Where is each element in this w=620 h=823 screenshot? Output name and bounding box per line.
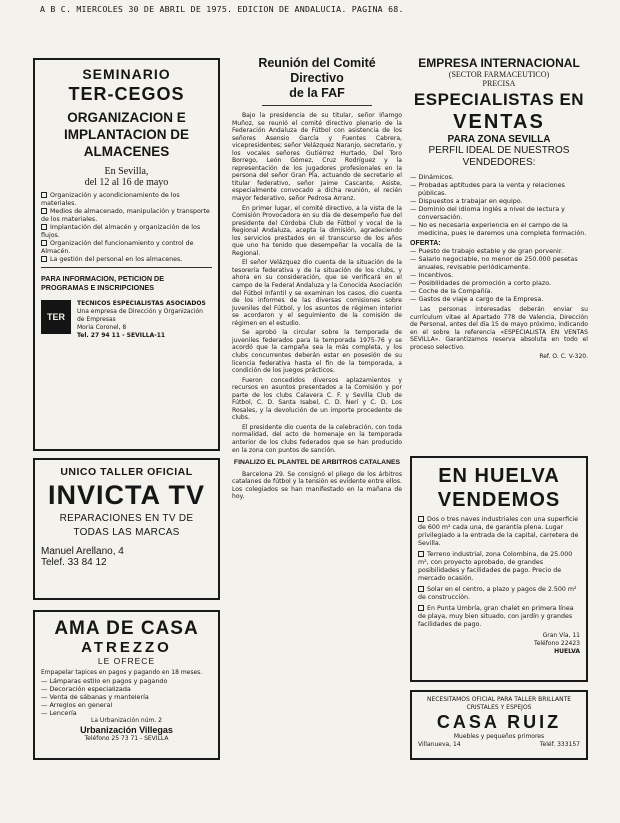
empresa-zone: PARA ZONA SEVILLA [447, 134, 551, 145]
empresa-offers [410, 247, 588, 303]
checkbox-icon [41, 256, 47, 262]
ama-offer: LE OFRECE [97, 656, 156, 666]
article-paragraph: Bajo la presidencia de su titular, señor Iñamgo Muñoz, se reunió el comité directivo plenario de la Federación Andaluza de Fútbol con asistencia de los señores Asensio García y Fuentes Cabrera, vicepresidentes; señor Velázquez Naranjo, secretario, y los vocales señores Gutiérrez Hurtado, Del Toro Borrego, León Gómez, Cruz Rodríguez y la representación de los jugadores profesionales en la persona del señor Gran Pla, actuando de secretario el titular federativo, señor Jaime Cascante. Asiste, especialmente convocado a dicha reunión, el recién mayor federativo, señor Pedrosa Arranz. [232, 112, 402, 203]
checkbox-icon [41, 224, 47, 230]
list-item: — Lámparas estilo en pagos y pagando [41, 677, 168, 685]
seminario-topics [41, 192, 212, 264]
ama-location: La Urbanización núm. 2 [91, 717, 162, 724]
bullet-icon [418, 605, 424, 611]
article-paragraph: Fueron concedidos diversos aplazamientos y recursos en asuntos presentados a la Comisión y por parte de los clubs Calavera C. F. y Sevilla Club de Fútbol, C. D. Santa Isabel, C. D. Nerí y C. D. Los Rosales, y la devolución de un importe procedente de clubs. [232, 376, 402, 422]
divider [41, 267, 212, 268]
huelva-address: Gran Vía, 11 [542, 632, 580, 639]
invicta-line2: REPARACIONES EN TV DE TODAS LAS MARCAS [59, 513, 194, 538]
list-item: — Decoración especializada [41, 685, 131, 693]
bullet-icon [418, 586, 424, 592]
list-item: Dos o tres naves industriales con una superficie de 600 m² cada una, de garantía plena. Lugar privilegiado a la entrada de la capital, carretera de Sevilla. [418, 516, 579, 547]
bullet-icon [418, 516, 424, 522]
list-item: — Dinámicos. [410, 173, 454, 181]
list-item: Organización y acondicionamiento de los materiales. [41, 192, 180, 207]
seminario-contact [41, 300, 212, 340]
seminario-address: Moria Coronel, 8 [77, 324, 127, 331]
list-item: — Puesto de trabajo estable y de gran porvenir. [410, 247, 563, 255]
seminario-subject: ORGANIZACION E IMPLANTACION DE ALMACENES [64, 110, 189, 159]
list-item: — Arreglos en general [41, 701, 113, 709]
checkbox-icon [41, 208, 47, 214]
empresa-sector: (SECTOR FARMACEUTICO) [448, 70, 550, 79]
list-item: Implantación del almacén y organización de los flujos. [41, 224, 201, 239]
article-title: Reunión del Comité Directivo de la FAF [258, 56, 376, 100]
article-paragraph: Barcelona 29. Se consignó el pliego de los árbitros catalanes de fútbol y la tensión es evidente entre ellos. Los colegiados se han manifestado en la mañana de hoy. [232, 470, 402, 501]
casaruiz-top: NECESITAMOS OFICIAL PARA TALLER BRILLANTE CRISTALES Y ESPEJOS [426, 696, 572, 711]
empresa-ad [410, 56, 588, 442]
list-item: — Gastos de viaje a cargo de la Empresa. [410, 295, 544, 303]
list-item: — Probadas aptitudes para la venta y relaciones públicas. [410, 181, 565, 197]
article-column [232, 56, 402, 786]
invicta-phone: Telef. 33 84 12 [41, 557, 107, 568]
huelva-title2: VENDEMOS [437, 489, 561, 511]
empresa-role1: ESPECIALISTAS EN [413, 90, 585, 109]
bullet-icon [418, 551, 424, 557]
invicta-address: Manuel Arellano, 4 [41, 546, 124, 557]
seminario-ad [33, 58, 220, 451]
list-item: — Dominio del idioma inglés a nivel de lectura y conversación. [410, 205, 565, 221]
empresa-offer-label: OFERTA: [410, 240, 441, 247]
empresa-traits [410, 173, 588, 237]
empresa-name: EMPRESA INTERNACIONAL [418, 56, 580, 70]
huelva-phone: Teléfono 22423 [534, 640, 580, 647]
ter-logo: TER [41, 300, 71, 334]
article-subhead: FINALIZO EL PLANTEL DE ARBITROS CATALANES [233, 459, 401, 467]
ama-title: AMA DE CASA [54, 618, 199, 639]
list-item: — Lencería [41, 709, 77, 717]
list-item: — Salario negociable, no menor de 250.000 pesetas anuales, revisable periódicamente. [410, 255, 578, 271]
casaruiz-contact [418, 741, 580, 749]
divider [262, 105, 372, 106]
casaruiz-name: CASA RUIZ [436, 712, 562, 732]
article-paragraph: El presidente dio cuenta de la celebración, con toda normalidad, del acto de homenaje en la temporada anterior de los clubs federados que se han producido en la zona con puntos de sanción. [232, 423, 402, 454]
seminario-phone: Tel. 27 94 11 - SEVILLA-11 [77, 332, 166, 339]
ama-de-casa-ad [33, 610, 220, 760]
list-item: Medios de almacenado, manipulación y transporte de los materiales. [41, 208, 210, 223]
invicta-brand: INVICTA TV [48, 480, 205, 510]
list-item: La gestión del personal en los almacenes. [41, 256, 212, 264]
list-item: — No es necesaria experiencia en el campo de la medicina, pues le daremos una completa formación. [410, 221, 587, 237]
article-paragraph: En primer lugar, el comité directivo, a la vista de la Comisión Provocadora en su día de desempeño fue del presidente del Córdoba Club de Fútbol y vocal de la Regional Andaluza, acepta la dimisión, agradeciendo los servicios prestados en el transcurso de los años que uno ha tenido que desempeñar la vocalía de la Regional. [232, 204, 402, 257]
article-paragraph: El señor Velázquez dio cuenta de la situación de la tesorería federativa y de la situación de los clubs, y ahora en su consideración, que se verificará en el campo de la Federal Andaluza y la Conocida Asociación del Fútbol Infantil y se examinan los casos, dio cuenta de los informes de las diversas comisiones sobre Juveniles del Fútbol, y los asuntos de régimen interior se acordaron y el seguimiento de la comisión de régimen en el estudio. [232, 259, 402, 327]
list-item: Organización del funcionamiento y control de Almacén. [41, 240, 194, 255]
invicta-ad [33, 458, 220, 600]
list-item: Terreno industrial, zona Colombina, de 25.000 m², con proyecto aprobado, de grandes posibilidades y facilidades de pago. Precio de mercado ocasión. [418, 551, 573, 582]
article-paragraph: Se aprobó la circular sobre la temporada de juveniles federados para la temporada 1975-76 y se acordó que la campaña sea la más completa, y los clubs concurrentes deberán estar en posesión de su licencia federativa hasta el fin de la temporada, a condición de los juegos prácticos. [232, 329, 402, 375]
casaruiz-address: Villanueva, 14 [418, 741, 461, 748]
page-header: A B C. MIERCOLES 30 DE ABRIL DE 1975. EDICION DE ANDALUCIA. PAGINA 68. [40, 4, 404, 14]
empresa-needs: PRECISA [482, 79, 516, 88]
list-item: — Posibilidades de promoción a corto plazo. [410, 279, 552, 287]
ama-brand: ATREZZO [81, 639, 172, 656]
ama-intro: Empapelar tapices en pagos y pagando en 18 meses. [41, 669, 203, 676]
seminario-info: PARA INFORMACION, PETICION DE PROGRAMAS E INSCRIPCIONES [41, 274, 164, 292]
seminario-title: SEMINARIO [82, 66, 171, 82]
list-item: — Incentivos. [410, 271, 454, 279]
ama-place: Urbanización Villegas [80, 725, 173, 735]
casaruiz-phone: Teléf. 333157 [539, 741, 580, 748]
seminario-desc: Una empresa de Dirección y Organización de Empresas [77, 308, 203, 323]
list-item: — Dispuestos a trabajar en equipo. [410, 197, 523, 205]
list-item: — Coche de la Compañía. [410, 287, 493, 295]
seminario-city: En Sevilla, [104, 166, 149, 177]
casa-ruiz-ad [410, 690, 588, 760]
invicta-line1: UNICO TALLER OFICIAL [60, 466, 193, 478]
list-item: En Punta Umbría, gran chalet en primera línea de playa, muy bien situado, con jardín y grandes facilidades de pago. [418, 605, 574, 628]
huelva-title1: EN HUELVA [438, 465, 560, 487]
empresa-role2: VENTAS [453, 111, 545, 133]
huelva-ad [410, 456, 588, 682]
seminario-brand: TER-CEGOS [68, 84, 185, 104]
seminario-tech: TECNICOS ESPECIALISTAS ASOCIADOS [77, 300, 206, 307]
seminario-dates: del 12 al 16 de mayo [84, 177, 169, 188]
checkbox-icon [41, 192, 47, 198]
empresa-ref: Ref. O. C. V-320. [539, 353, 588, 361]
list-item: — Venta de sábanas y mantelería [41, 693, 149, 701]
checkbox-icon [41, 240, 47, 246]
casaruiz-sub: Muebles y pequeños primores [453, 733, 545, 740]
empresa-profile: PERFIL IDEAL DE NUESTROS VENDEDORES: [428, 145, 570, 168]
huelva-city: HUELVA [554, 648, 580, 655]
ama-phone: Teléfono 25 73 71 - SEVILLA [84, 735, 169, 742]
list-item: Solar en el centro, a plazo y pagos de 2.500 m² de construcción. [418, 586, 577, 601]
empresa-closing: Las personas interesadas deberán enviar su currículum vitae al Apartado 778 de Valencia, Dirección de Personal, antes del día 15 de mayo próximo, indicando en el sobre la referencia «ESPECIALISTA EN VENTAS SEVILLA». Garantizamos reserva absoluta en todo el proceso selectivo. [410, 306, 588, 351]
